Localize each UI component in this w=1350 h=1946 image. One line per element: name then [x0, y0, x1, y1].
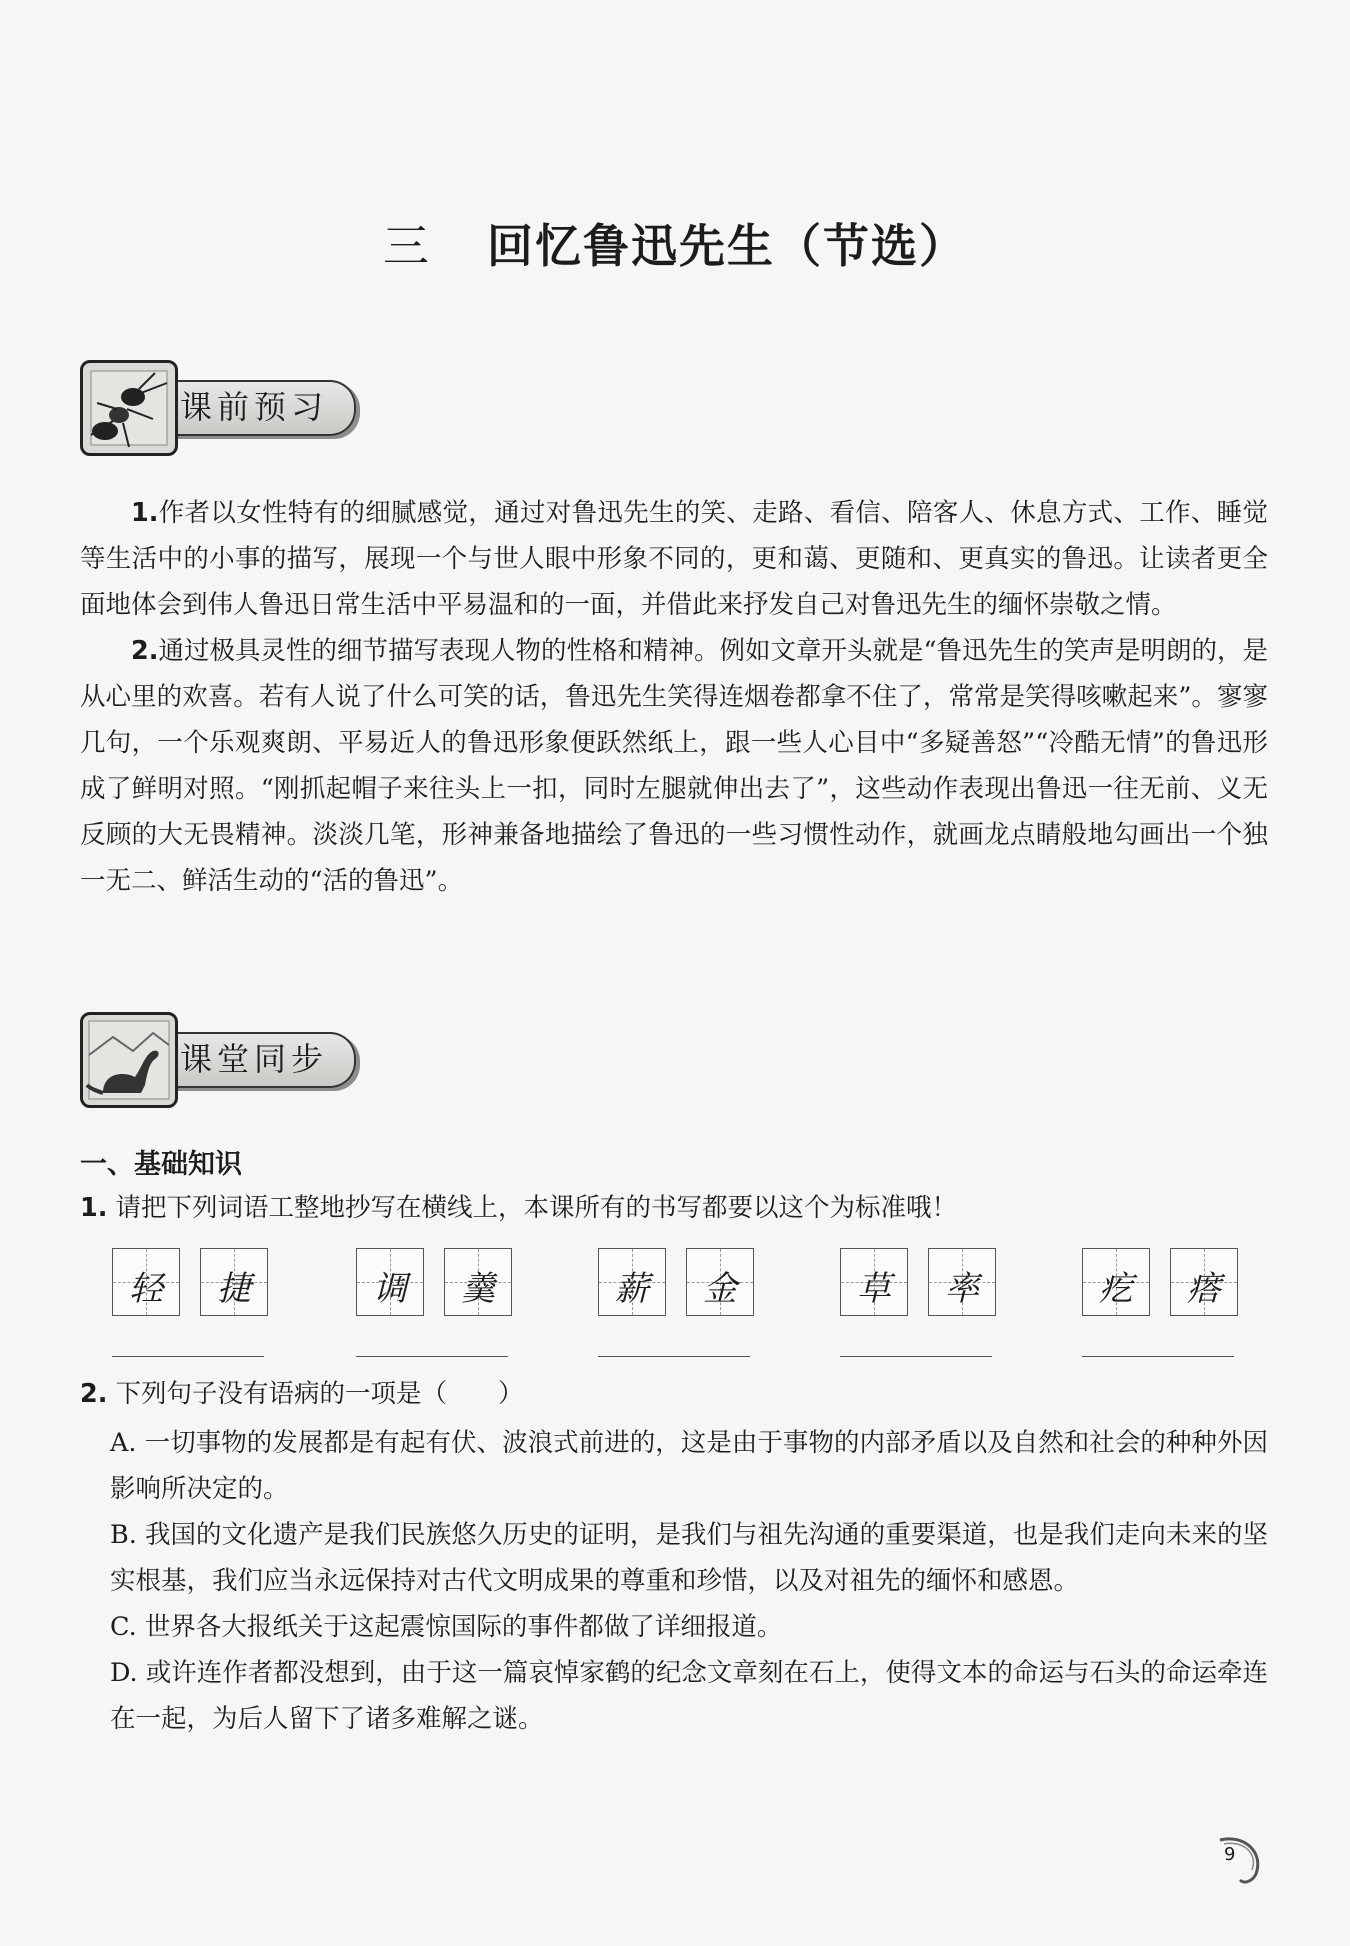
classroom-section-heading: [80, 1012, 380, 1112]
preview-section-heading: [80, 360, 380, 460]
preview-item-1: [80, 490, 1268, 628]
char: 率: [945, 1269, 979, 1309]
writing-line[interactable]: [840, 1356, 992, 1357]
question-number: 2.: [80, 1379, 108, 1409]
question-text: 请把下列词语工整地抄写在横线上，本课所有的书写都要以这个为标准哦！: [115, 1193, 958, 1223]
page-number: 9: [1224, 1844, 1236, 1865]
writing-line[interactable]: [1082, 1356, 1234, 1357]
char: 瘩: [1187, 1269, 1221, 1309]
item-number: 1.: [131, 498, 159, 528]
char: 金: [703, 1269, 737, 1309]
option-d[interactable]: D. 或许连作者都没想到，由于这一篇哀悼家鹤的纪念文章刻在石上，使得文本的命运与石头的命运牵连在一起，为后人留下了诸多难解之谜。: [110, 1658, 1268, 1734]
option-a[interactable]: A. 一切事物的发展都是有起有伏、波浪式前进的，这是由于事物的内部矛盾以及自然和社会的种种外因影响所决定的。: [110, 1428, 1268, 1504]
question-2-options: [110, 1420, 1268, 1742]
writing-line[interactable]: [112, 1356, 264, 1357]
char-cell: [928, 1248, 996, 1316]
char: 轻: [129, 1269, 163, 1309]
item-text: 通过极具灵性的细节描写表现人物的性格和精神。例如文章开头就是“鲁迅先生的笑声是明朗的，是从心里的欢喜。若有人说了什么可笑的话，鲁迅先生笑得连烟卷都拿不住了，常常是笑得咳嗽起来”。寥寥几句，一个乐观爽朗、平易近人的鲁迅形象便跃然纸上，跟一些人心目中“多疑善怒”“冷酷无情”的鲁迅形成了鲜明对照。“刚抓起帽子来往头上一扣，同时左腿就伸出去了”，这些动作表现出鲁迅一往无前、义无反顾的大无畏精神。淡淡几笔，形神兼备地描绘了鲁迅的一些习惯性动作，就画龙点睛般地勾画出一个独一无二、鲜活生动的“活的鲁迅”。: [80, 636, 1268, 896]
dinosaur-illustration-icon: [80, 1012, 178, 1108]
preview-item-2: [80, 628, 1268, 904]
preview-heading-text: 课前预习: [180, 388, 329, 426]
chapter-number: 三: [383, 219, 431, 273]
classroom-heading-text: 课堂同步: [180, 1040, 329, 1078]
question-2: [80, 1374, 524, 1410]
page-swirl-icon: [1210, 1830, 1266, 1886]
char-cell: [598, 1248, 666, 1316]
part-heading: 一、基础知识: [80, 1149, 242, 1180]
char: 草: [857, 1269, 891, 1309]
option-b[interactable]: B. 我国的文化遗产是我们民族悠久历史的证明，是我们与祖先沟通的重要渠道，也是我们走向未来的坚实根基，我们应当永远保持对古代文明成果的尊重和珍惜，以及对祖先的缅怀和感恩。: [110, 1520, 1268, 1596]
char-cell: [444, 1248, 512, 1316]
item-number: 2.: [131, 636, 159, 666]
char: 调: [373, 1269, 407, 1309]
char: 薪: [615, 1269, 649, 1309]
char: 捷: [217, 1269, 251, 1309]
char-cell: [1082, 1248, 1150, 1316]
char-cell: [840, 1248, 908, 1316]
copy-words-grid: [112, 1248, 1272, 1368]
char-cell: [356, 1248, 424, 1316]
question-number: 1.: [80, 1193, 108, 1223]
item-text: 作者以女性特有的细腻感觉，通过对鲁迅先生的笑、走路、看信、陪客人、休息方式、工作、睡觉等生活中的小事的描写，展现一个与世人眼中形象不同的，更和蔼、更随和、更真实的鲁迅。让读者更全面地体会到伟人鲁迅日常生活中平易温和的一面，并借此来抒发自己对鲁迅先生的缅怀崇敬之情。: [80, 498, 1268, 620]
preview-content: [80, 490, 1268, 904]
char-cell: [1170, 1248, 1238, 1316]
page-number-badge: [1210, 1830, 1266, 1886]
chapter-title: [0, 210, 1350, 276]
char-cell: [686, 1248, 754, 1316]
option-c[interactable]: C. 世界各大报纸关于这起震惊国际的事件都做了详细报道。: [110, 1612, 783, 1642]
writing-line[interactable]: [356, 1356, 508, 1357]
question-1: [80, 1188, 957, 1224]
char-cell: [112, 1248, 180, 1316]
char: 羹: [461, 1269, 495, 1309]
question-text: 下列句子没有语病的一项是（ ）: [115, 1379, 524, 1409]
char-cell: [200, 1248, 268, 1316]
writing-line[interactable]: [598, 1356, 750, 1357]
char: 疙: [1099, 1269, 1133, 1309]
chapter-name: 回忆鲁迅先生（节选）: [487, 219, 967, 273]
ant-illustration-icon: [80, 360, 178, 456]
